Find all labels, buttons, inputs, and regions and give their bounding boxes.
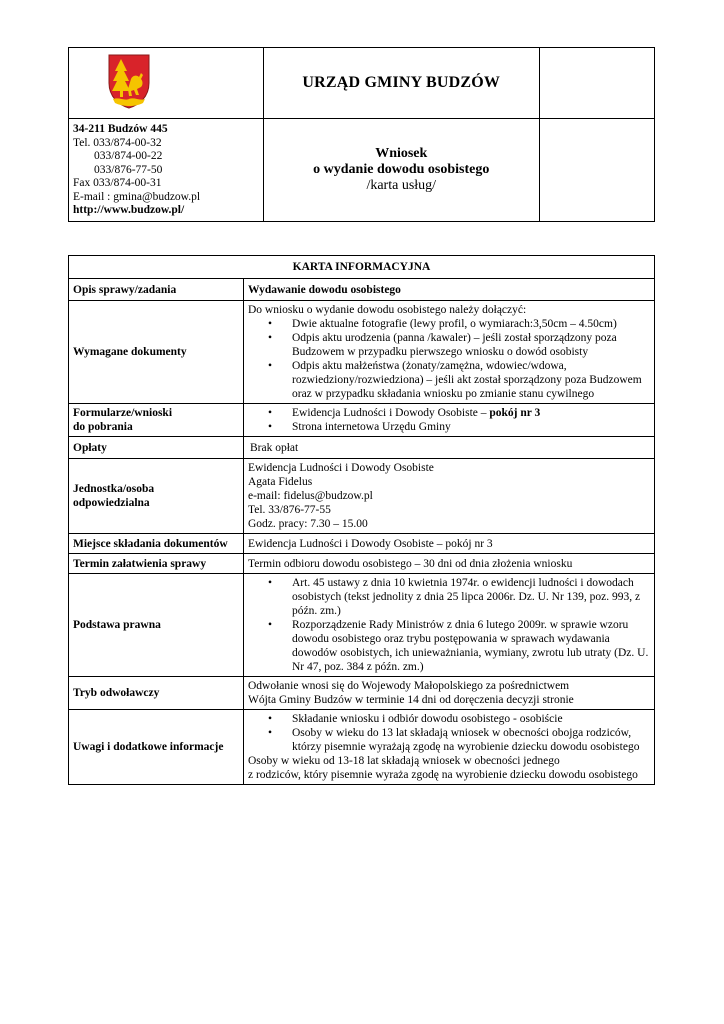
header-table <box>68 47 655 222</box>
form-title-2: o wydanie dowodu osobistego <box>313 161 490 177</box>
row-label-formularze <box>69 404 244 437</box>
row-label-uwagi: Uwagi i dodatkowe informacje <box>69 710 244 785</box>
row-label-termin: Termin załatwienia sprawy <box>69 554 244 574</box>
formularze-item-1-room: pokój nr 3 <box>489 407 541 419</box>
coat-of-arms-icon <box>107 53 151 109</box>
row-value-formularze <box>244 404 655 437</box>
address-line: 34-211 Budzów 445 <box>73 123 168 135</box>
email: E-mail : gmina@budzow.pl <box>73 190 201 203</box>
row-value-podstawa <box>244 574 655 677</box>
list-item: • Składanie wniosku i odbiór dowodu osobistego - osobiście <box>292 712 650 726</box>
formularze-label-1: Formularze/wnioski <box>73 407 173 419</box>
form-title-1: Wniosek <box>375 145 428 161</box>
formularze-item-1: Ewidencja Ludności i Dowody Osobiste – <box>292 407 490 419</box>
jednostka-line: Tel. 33/876-77-55 <box>248 504 331 516</box>
list-item: • Strona internetowa Urzędu Gminy <box>292 420 650 434</box>
row-label-oplaty: Opłaty <box>69 437 244 459</box>
row-label-podstawa: Podstawa prawna <box>69 574 244 677</box>
info-table <box>68 255 655 785</box>
formularze-label-2: do pobrania <box>73 421 133 433</box>
row-label-dokumenty: Wymagane dokumenty <box>69 301 244 404</box>
row-value-uwagi <box>244 710 655 785</box>
uwagi-extra-1: Osoby w wieku od 13-18 lat składają wniosek w obecności jednego <box>248 755 560 767</box>
list-item <box>292 406 650 420</box>
list-item: • Odpis aktu małżeństwa (żonaty/zamężna, wdowiec/wdowa, rozwiedziony/rozwiedziona) – jeśli akt został sporządzony poza Budzowem oraz w przypadku składania wniosku po zmianie stanu cywilnego <box>292 359 650 401</box>
dokumenty-intro: Do wniosku o wydanie dowodu osobistego należy dołączyć: <box>248 304 527 316</box>
row-value-opis: Wydawanie dowodu osobistego <box>244 279 655 301</box>
fax: Fax 033/874-00-31 <box>73 177 162 189</box>
list-item: • Dwie aktualne fotografie (lewy profil, o wymiarach:3,50cm – 4.50cm) <box>292 317 650 331</box>
jednostka-label-2: odpowiedzialna <box>73 497 150 509</box>
row-value-oplaty: Brak opłat <box>244 437 655 459</box>
phone-3: 033/876-77-50 <box>94 163 163 176</box>
list-item: • Rozporządzenie Rady Ministrów z dnia 6 lutego 2009r. w sprawie wzoru dowodu osobistego oraz trybu postępowania w sprawach wydawania dowodów osobistych, ich unieważniania, wymiany, zwrotu lub utraty (Dz. U. Nr 47, poz. 384 z późn. zm.) <box>292 618 650 674</box>
list-item: • Odpis aktu urodzenia (panna /kawaler) – jeśli został sporządzony poza Budzowem w przypadku pierwszego wniosku o dowód osobisty <box>292 331 650 359</box>
row-value-jednostka <box>244 459 655 534</box>
row-value-dokumenty <box>244 301 655 404</box>
uwagi-extra-2: z rodziców, który pisemnie wyraża zgodę na wyrobienie dziecku dowodu osobistego <box>248 769 638 781</box>
empty-cell-2 <box>539 119 654 222</box>
form-title-cell <box>263 119 539 222</box>
card-heading: KARTA INFORMACYJNA <box>69 256 655 279</box>
jednostka-label-1: Jednostka/osoba <box>73 483 155 495</box>
website: http://www.budzow.pl/ <box>73 204 185 216</box>
phone-2: 033/874-00-22 <box>94 150 163 162</box>
row-label-tryb: Tryb odwoławczy <box>69 677 244 710</box>
address-cell <box>69 119 264 222</box>
jednostka-line: Ewidencja Ludności i Dowody Osobiste <box>248 462 434 474</box>
list-item: • Art. 45 ustawy z dnia 10 kwietnia 1974r. o ewidencji ludności i dowodach osobistych (tekst jednolity z dnia 25 lipca 2006r. Dz. U. Nr 139, poz. 993, z późn. zm.) <box>292 576 650 618</box>
row-label-miejsce: Miejsce składania dokumentów <box>69 534 244 554</box>
row-value-miejsce: Ewidencja Ludności i Dowody Osobiste – pokój nr 3 <box>244 534 655 554</box>
office-title: URZĄD GMINY BUDZÓW <box>302 73 501 91</box>
empty-cell <box>539 48 654 119</box>
jednostka-line: e-mail: fidelus@budzow.pl <box>248 490 373 502</box>
jednostka-line: Agata Fidelus <box>248 476 313 488</box>
row-value-termin: Termin odbioru dowodu osobistego – 30 dni od dnia złożenia wniosku <box>244 554 655 574</box>
list-item: • Osoby w wieku do 13 lat składają wniosek w obecności obojga rodziców, którzy pisemnie wyrażają zgodę na wyrobienie dziecku dowodu osobistego <box>292 726 650 754</box>
logo-cell <box>69 48 264 119</box>
tryb-line-1: Odwołanie wnosi się do Wojewody Małopolskiego za pośrednictwem <box>248 680 570 692</box>
phone-1: Tel. 033/874-00-32 <box>73 136 162 149</box>
row-label-jednostka <box>69 459 244 534</box>
office-title-cell <box>263 48 539 119</box>
row-value-tryb <box>244 677 655 710</box>
jednostka-line: Godz. pracy: 7.30 – 15.00 <box>248 518 368 530</box>
form-title-3: /karta usług/ <box>366 177 437 193</box>
tryb-line-2: Wójta Gminy Budzów w terminie 14 dni od doręczenia decyzji stronie <box>248 694 574 706</box>
row-label-opis: Opis sprawy/zadania <box>69 279 244 301</box>
